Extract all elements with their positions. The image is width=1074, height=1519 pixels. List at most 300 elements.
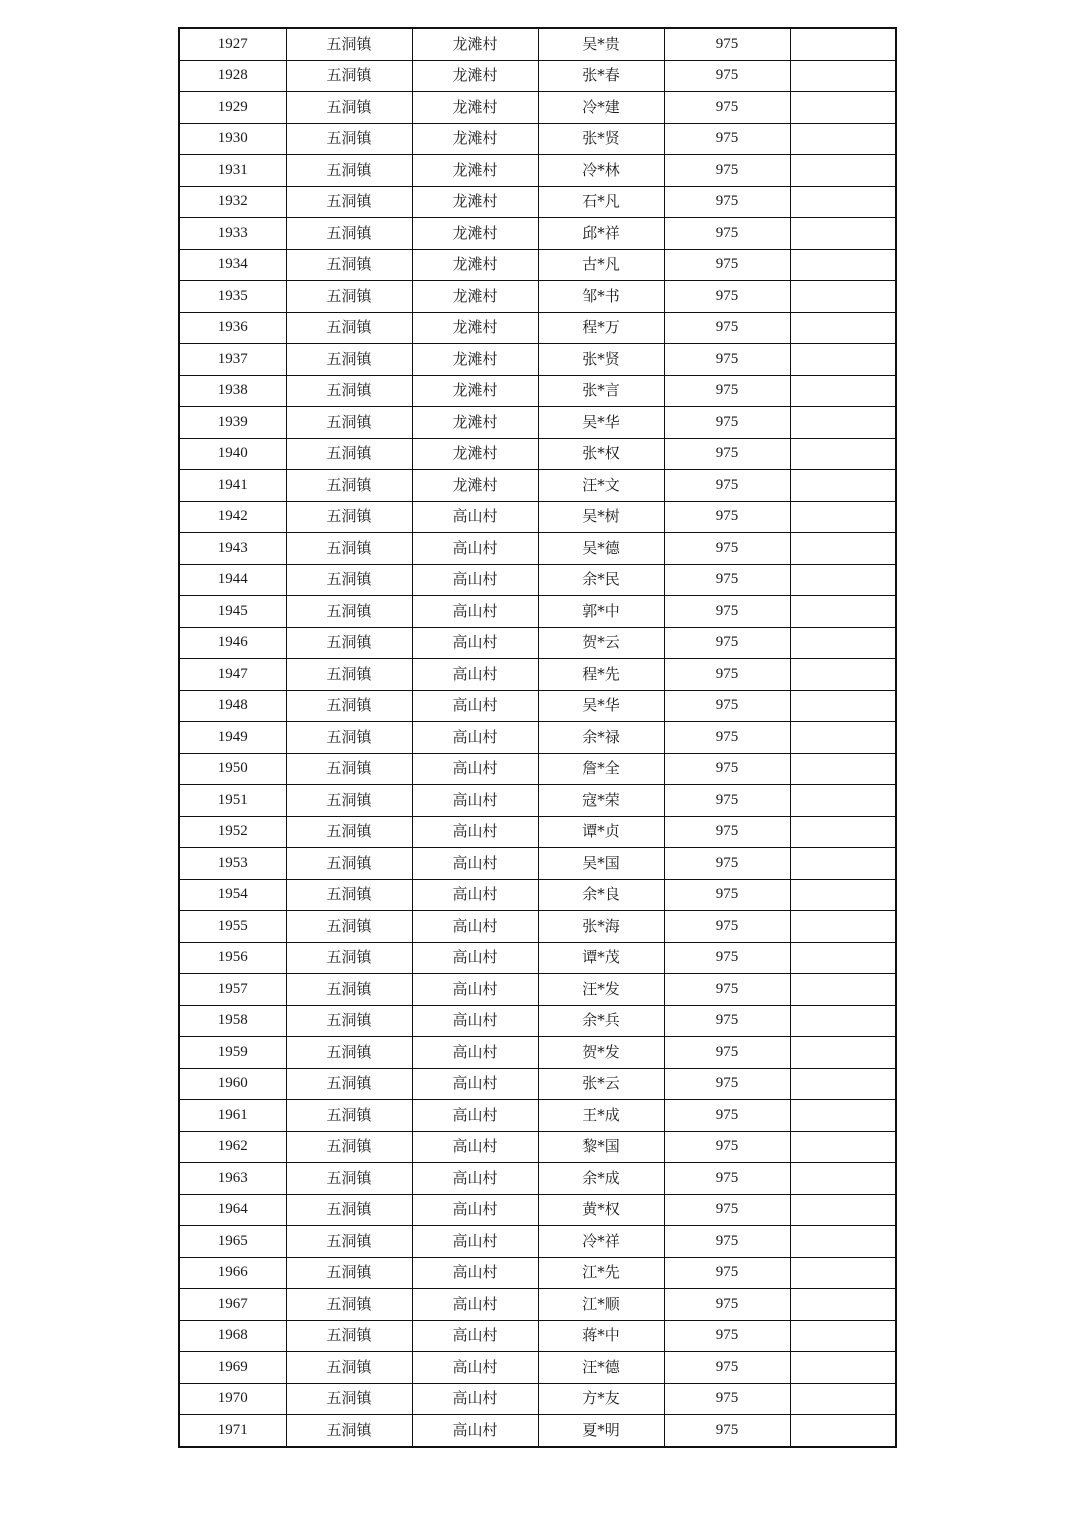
- cell-note: [790, 501, 896, 533]
- cell-note: [790, 627, 896, 659]
- cell-person-name: 冷*祥: [538, 1226, 664, 1258]
- cell-village: 高山村: [412, 1131, 538, 1163]
- cell-town: 五洞镇: [286, 879, 412, 911]
- cell-amount: 975: [664, 1289, 790, 1321]
- cell-town: 五洞镇: [286, 722, 412, 754]
- cell-village: 高山村: [412, 596, 538, 628]
- cell-town: 五洞镇: [286, 218, 412, 250]
- table-row: [179, 1100, 896, 1132]
- cell-serial-number: 1932: [179, 186, 286, 218]
- cell-amount: 975: [664, 1194, 790, 1226]
- cell-village: 高山村: [412, 879, 538, 911]
- cell-amount: 975: [664, 1320, 790, 1352]
- cell-town: 五洞镇: [286, 533, 412, 565]
- cell-person-name: 汪*文: [538, 470, 664, 502]
- cell-amount: 975: [664, 312, 790, 344]
- cell-town: 五洞镇: [286, 1005, 412, 1037]
- cell-person-name: 吴*国: [538, 848, 664, 880]
- table-row: [179, 1226, 896, 1258]
- cell-note: [790, 974, 896, 1006]
- cell-person-name: 程*先: [538, 659, 664, 691]
- cell-town: 五洞镇: [286, 816, 412, 848]
- cell-serial-number: 1970: [179, 1383, 286, 1415]
- table-row: [179, 533, 896, 565]
- cell-town: 五洞镇: [286, 564, 412, 596]
- cell-person-name: 黎*国: [538, 1131, 664, 1163]
- table-row: [179, 344, 896, 376]
- cell-person-name: 黄*权: [538, 1194, 664, 1226]
- cell-serial-number: 1928: [179, 60, 286, 92]
- cell-town: 五洞镇: [286, 1163, 412, 1195]
- cell-note: [790, 596, 896, 628]
- cell-amount: 975: [664, 848, 790, 880]
- cell-village: 高山村: [412, 1100, 538, 1132]
- cell-note: [790, 28, 896, 60]
- cell-note: [790, 155, 896, 187]
- table-row: [179, 564, 896, 596]
- cell-note: [790, 1100, 896, 1132]
- cell-village: 高山村: [412, 816, 538, 848]
- cell-note: [790, 533, 896, 565]
- cell-amount: 975: [664, 155, 790, 187]
- cell-amount: 975: [664, 1037, 790, 1069]
- cell-amount: 975: [664, 1383, 790, 1415]
- cell-serial-number: 1949: [179, 722, 286, 754]
- cell-note: [790, 1257, 896, 1289]
- cell-note: [790, 123, 896, 155]
- cell-person-name: 江*顺: [538, 1289, 664, 1321]
- cell-note: [790, 816, 896, 848]
- cell-note: [790, 407, 896, 439]
- cell-amount: 975: [664, 974, 790, 1006]
- cell-person-name: 余*成: [538, 1163, 664, 1195]
- cell-serial-number: 1966: [179, 1257, 286, 1289]
- cell-serial-number: 1960: [179, 1068, 286, 1100]
- cell-amount: 975: [664, 1100, 790, 1132]
- table-row: [179, 375, 896, 407]
- cell-note: [790, 249, 896, 281]
- cell-person-name: 吴*华: [538, 690, 664, 722]
- cell-note: [790, 1131, 896, 1163]
- cell-amount: 975: [664, 753, 790, 785]
- cell-note: [790, 1194, 896, 1226]
- table-row: [179, 911, 896, 943]
- cell-serial-number: 1933: [179, 218, 286, 250]
- cell-amount: 975: [664, 60, 790, 92]
- cell-town: 五洞镇: [286, 1320, 412, 1352]
- cell-note: [790, 564, 896, 596]
- cell-village: 高山村: [412, 1226, 538, 1258]
- cell-amount: 975: [664, 690, 790, 722]
- cell-note: [790, 911, 896, 943]
- cell-serial-number: 1940: [179, 438, 286, 470]
- cell-person-name: 寇*荣: [538, 785, 664, 817]
- cell-serial-number: 1930: [179, 123, 286, 155]
- cell-person-name: 吴*贵: [538, 28, 664, 60]
- table-row: [179, 470, 896, 502]
- cell-serial-number: 1937: [179, 344, 286, 376]
- cell-serial-number: 1959: [179, 1037, 286, 1069]
- cell-amount: 975: [664, 28, 790, 60]
- cell-serial-number: 1939: [179, 407, 286, 439]
- subsidy-table: [178, 27, 897, 1448]
- cell-amount: 975: [664, 1352, 790, 1384]
- cell-town: 五洞镇: [286, 1415, 412, 1447]
- cell-note: [790, 470, 896, 502]
- cell-village: 高山村: [412, 785, 538, 817]
- table-body: [179, 28, 896, 1447]
- table-row: [179, 879, 896, 911]
- cell-amount: 975: [664, 1005, 790, 1037]
- cell-person-name: 张*云: [538, 1068, 664, 1100]
- cell-serial-number: 1953: [179, 848, 286, 880]
- cell-town: 五洞镇: [286, 92, 412, 124]
- cell-village: 龙滩村: [412, 28, 538, 60]
- cell-amount: 975: [664, 785, 790, 817]
- cell-town: 五洞镇: [286, 438, 412, 470]
- cell-town: 五洞镇: [286, 249, 412, 281]
- cell-person-name: 詹*全: [538, 753, 664, 785]
- table-row: [179, 438, 896, 470]
- table-row: [179, 690, 896, 722]
- cell-person-name: 程*万: [538, 312, 664, 344]
- cell-serial-number: 1954: [179, 879, 286, 911]
- cell-village: 龙滩村: [412, 218, 538, 250]
- cell-town: 五洞镇: [286, 785, 412, 817]
- cell-village: 高山村: [412, 564, 538, 596]
- cell-note: [790, 1415, 896, 1447]
- cell-amount: 975: [664, 596, 790, 628]
- cell-town: 五洞镇: [286, 1226, 412, 1258]
- cell-amount: 975: [664, 911, 790, 943]
- cell-serial-number: 1947: [179, 659, 286, 691]
- cell-person-name: 石*凡: [538, 186, 664, 218]
- cell-note: [790, 753, 896, 785]
- cell-serial-number: 1964: [179, 1194, 286, 1226]
- cell-person-name: 吴*华: [538, 407, 664, 439]
- cell-town: 五洞镇: [286, 659, 412, 691]
- cell-village: 高山村: [412, 1068, 538, 1100]
- cell-person-name: 贺*云: [538, 627, 664, 659]
- cell-town: 五洞镇: [286, 312, 412, 344]
- cell-town: 五洞镇: [286, 974, 412, 1006]
- cell-town: 五洞镇: [286, 753, 412, 785]
- cell-person-name: 谭*贞: [538, 816, 664, 848]
- cell-amount: 975: [664, 92, 790, 124]
- cell-village: 高山村: [412, 1415, 538, 1447]
- table-row: [179, 816, 896, 848]
- cell-village: 高山村: [412, 1163, 538, 1195]
- cell-person-name: 张*春: [538, 60, 664, 92]
- cell-note: [790, 375, 896, 407]
- cell-person-name: 余*良: [538, 879, 664, 911]
- cell-serial-number: 1956: [179, 942, 286, 974]
- cell-serial-number: 1944: [179, 564, 286, 596]
- cell-amount: 975: [664, 344, 790, 376]
- cell-serial-number: 1936: [179, 312, 286, 344]
- cell-amount: 975: [664, 564, 790, 596]
- cell-note: [790, 785, 896, 817]
- cell-serial-number: 1946: [179, 627, 286, 659]
- cell-amount: 975: [664, 1068, 790, 1100]
- cell-person-name: 吴*德: [538, 533, 664, 565]
- cell-amount: 975: [664, 1226, 790, 1258]
- cell-note: [790, 344, 896, 376]
- cell-village: 龙滩村: [412, 344, 538, 376]
- cell-person-name: 张*贤: [538, 344, 664, 376]
- cell-serial-number: 1963: [179, 1163, 286, 1195]
- cell-village: 高山村: [412, 501, 538, 533]
- cell-town: 五洞镇: [286, 28, 412, 60]
- cell-serial-number: 1945: [179, 596, 286, 628]
- cell-serial-number: 1931: [179, 155, 286, 187]
- table-row: [179, 1289, 896, 1321]
- cell-serial-number: 1958: [179, 1005, 286, 1037]
- cell-village: 高山村: [412, 911, 538, 943]
- cell-village: 高山村: [412, 1194, 538, 1226]
- cell-village: 龙滩村: [412, 470, 538, 502]
- cell-town: 五洞镇: [286, 627, 412, 659]
- cell-amount: 975: [664, 722, 790, 754]
- cell-town: 五洞镇: [286, 60, 412, 92]
- cell-serial-number: 1961: [179, 1100, 286, 1132]
- cell-serial-number: 1948: [179, 690, 286, 722]
- cell-serial-number: 1950: [179, 753, 286, 785]
- table-row: [179, 1163, 896, 1195]
- cell-person-name: 冷*林: [538, 155, 664, 187]
- cell-person-name: 谭*茂: [538, 942, 664, 974]
- cell-serial-number: 1935: [179, 281, 286, 313]
- cell-town: 五洞镇: [286, 1068, 412, 1100]
- cell-person-name: 吴*树: [538, 501, 664, 533]
- cell-note: [790, 1005, 896, 1037]
- cell-note: [790, 1068, 896, 1100]
- table-row: [179, 186, 896, 218]
- cell-note: [790, 281, 896, 313]
- cell-amount: 975: [664, 942, 790, 974]
- cell-amount: 975: [664, 501, 790, 533]
- cell-person-name: 张*海: [538, 911, 664, 943]
- table-row: [179, 1383, 896, 1415]
- cell-amount: 975: [664, 470, 790, 502]
- cell-serial-number: 1952: [179, 816, 286, 848]
- table-row: [179, 1352, 896, 1384]
- cell-person-name: 张*言: [538, 375, 664, 407]
- table-row: [179, 501, 896, 533]
- table-row: [179, 92, 896, 124]
- cell-serial-number: 1962: [179, 1131, 286, 1163]
- cell-serial-number: 1971: [179, 1415, 286, 1447]
- cell-village: 高山村: [412, 1005, 538, 1037]
- cell-person-name: 冷*建: [538, 92, 664, 124]
- cell-amount: 975: [664, 533, 790, 565]
- cell-note: [790, 60, 896, 92]
- table-row: [179, 1257, 896, 1289]
- cell-person-name: 张*贤: [538, 123, 664, 155]
- cell-note: [790, 722, 896, 754]
- table-row: [179, 407, 896, 439]
- cell-town: 五洞镇: [286, 1194, 412, 1226]
- cell-serial-number: 1943: [179, 533, 286, 565]
- cell-serial-number: 1968: [179, 1320, 286, 1352]
- cell-person-name: 邹*书: [538, 281, 664, 313]
- cell-village: 龙滩村: [412, 155, 538, 187]
- cell-town: 五洞镇: [286, 1100, 412, 1132]
- cell-note: [790, 659, 896, 691]
- cell-village: 高山村: [412, 1320, 538, 1352]
- table-row: [179, 753, 896, 785]
- table-row: [179, 1320, 896, 1352]
- cell-person-name: 夏*明: [538, 1415, 664, 1447]
- cell-note: [790, 690, 896, 722]
- cell-serial-number: 1957: [179, 974, 286, 1006]
- cell-village: 龙滩村: [412, 375, 538, 407]
- cell-village: 高山村: [412, 722, 538, 754]
- cell-town: 五洞镇: [286, 1383, 412, 1415]
- cell-amount: 975: [664, 659, 790, 691]
- cell-note: [790, 848, 896, 880]
- cell-note: [790, 312, 896, 344]
- cell-amount: 975: [664, 1163, 790, 1195]
- cell-town: 五洞镇: [286, 1352, 412, 1384]
- table-row: [179, 60, 896, 92]
- cell-note: [790, 1383, 896, 1415]
- table-row: [179, 249, 896, 281]
- cell-amount: 975: [664, 879, 790, 911]
- cell-village: 高山村: [412, 690, 538, 722]
- cell-amount: 975: [664, 123, 790, 155]
- cell-person-name: 古*凡: [538, 249, 664, 281]
- cell-village: 龙滩村: [412, 123, 538, 155]
- cell-village: 高山村: [412, 753, 538, 785]
- cell-village: 龙滩村: [412, 438, 538, 470]
- cell-person-name: 余*兵: [538, 1005, 664, 1037]
- cell-village: 高山村: [412, 1352, 538, 1384]
- cell-village: 高山村: [412, 533, 538, 565]
- cell-note: [790, 1226, 896, 1258]
- cell-person-name: 方*友: [538, 1383, 664, 1415]
- cell-note: [790, 879, 896, 911]
- cell-town: 五洞镇: [286, 375, 412, 407]
- cell-town: 五洞镇: [286, 281, 412, 313]
- cell-serial-number: 1941: [179, 470, 286, 502]
- cell-town: 五洞镇: [286, 501, 412, 533]
- cell-amount: 975: [664, 375, 790, 407]
- cell-note: [790, 1163, 896, 1195]
- cell-village: 龙滩村: [412, 60, 538, 92]
- cell-person-name: 江*先: [538, 1257, 664, 1289]
- cell-village: 高山村: [412, 848, 538, 880]
- cell-serial-number: 1965: [179, 1226, 286, 1258]
- cell-person-name: 邱*祥: [538, 218, 664, 250]
- cell-village: 高山村: [412, 1383, 538, 1415]
- cell-village: 高山村: [412, 627, 538, 659]
- cell-person-name: 王*成: [538, 1100, 664, 1132]
- cell-amount: 975: [664, 1131, 790, 1163]
- cell-amount: 975: [664, 627, 790, 659]
- table-row: [179, 123, 896, 155]
- cell-amount: 975: [664, 1415, 790, 1447]
- cell-village: 龙滩村: [412, 92, 538, 124]
- table-row: [179, 942, 896, 974]
- table-row: [179, 1005, 896, 1037]
- cell-village: 龙滩村: [412, 281, 538, 313]
- cell-village: 高山村: [412, 942, 538, 974]
- cell-village: 龙滩村: [412, 407, 538, 439]
- cell-serial-number: 1927: [179, 28, 286, 60]
- cell-town: 五洞镇: [286, 155, 412, 187]
- cell-amount: 975: [664, 1257, 790, 1289]
- cell-village: 高山村: [412, 974, 538, 1006]
- table-row: [179, 1194, 896, 1226]
- table-row: [179, 659, 896, 691]
- cell-person-name: 汪*德: [538, 1352, 664, 1384]
- cell-village: 龙滩村: [412, 249, 538, 281]
- cell-person-name: 贺*发: [538, 1037, 664, 1069]
- cell-serial-number: 1929: [179, 92, 286, 124]
- table-row: [179, 281, 896, 313]
- table-row: [179, 848, 896, 880]
- cell-village: 高山村: [412, 1257, 538, 1289]
- table-row: [179, 627, 896, 659]
- cell-person-name: 汪*发: [538, 974, 664, 1006]
- cell-town: 五洞镇: [286, 1289, 412, 1321]
- cell-town: 五洞镇: [286, 911, 412, 943]
- cell-person-name: 张*权: [538, 438, 664, 470]
- cell-serial-number: 1955: [179, 911, 286, 943]
- cell-amount: 975: [664, 249, 790, 281]
- cell-village: 龙滩村: [412, 312, 538, 344]
- cell-note: [790, 1037, 896, 1069]
- table-row: [179, 155, 896, 187]
- cell-town: 五洞镇: [286, 123, 412, 155]
- cell-village: 高山村: [412, 659, 538, 691]
- table-row: [179, 1415, 896, 1447]
- cell-serial-number: 1934: [179, 249, 286, 281]
- cell-serial-number: 1942: [179, 501, 286, 533]
- cell-person-name: 蒋*中: [538, 1320, 664, 1352]
- table-row: [179, 1037, 896, 1069]
- cell-note: [790, 942, 896, 974]
- table-row: [179, 1131, 896, 1163]
- cell-serial-number: 1938: [179, 375, 286, 407]
- cell-amount: 975: [664, 438, 790, 470]
- cell-town: 五洞镇: [286, 848, 412, 880]
- cell-amount: 975: [664, 218, 790, 250]
- cell-note: [790, 1320, 896, 1352]
- cell-town: 五洞镇: [286, 1037, 412, 1069]
- cell-town: 五洞镇: [286, 470, 412, 502]
- cell-amount: 975: [664, 186, 790, 218]
- cell-town: 五洞镇: [286, 1257, 412, 1289]
- cell-town: 五洞镇: [286, 344, 412, 376]
- cell-amount: 975: [664, 816, 790, 848]
- cell-village: 高山村: [412, 1037, 538, 1069]
- cell-town: 五洞镇: [286, 1131, 412, 1163]
- table-row: [179, 1068, 896, 1100]
- table-row: [179, 596, 896, 628]
- cell-note: [790, 1352, 896, 1384]
- table-row: [179, 312, 896, 344]
- cell-note: [790, 438, 896, 470]
- cell-town: 五洞镇: [286, 407, 412, 439]
- cell-village: 高山村: [412, 1289, 538, 1321]
- cell-town: 五洞镇: [286, 690, 412, 722]
- table-row: [179, 974, 896, 1006]
- cell-note: [790, 186, 896, 218]
- cell-amount: 975: [664, 407, 790, 439]
- table-row: [179, 785, 896, 817]
